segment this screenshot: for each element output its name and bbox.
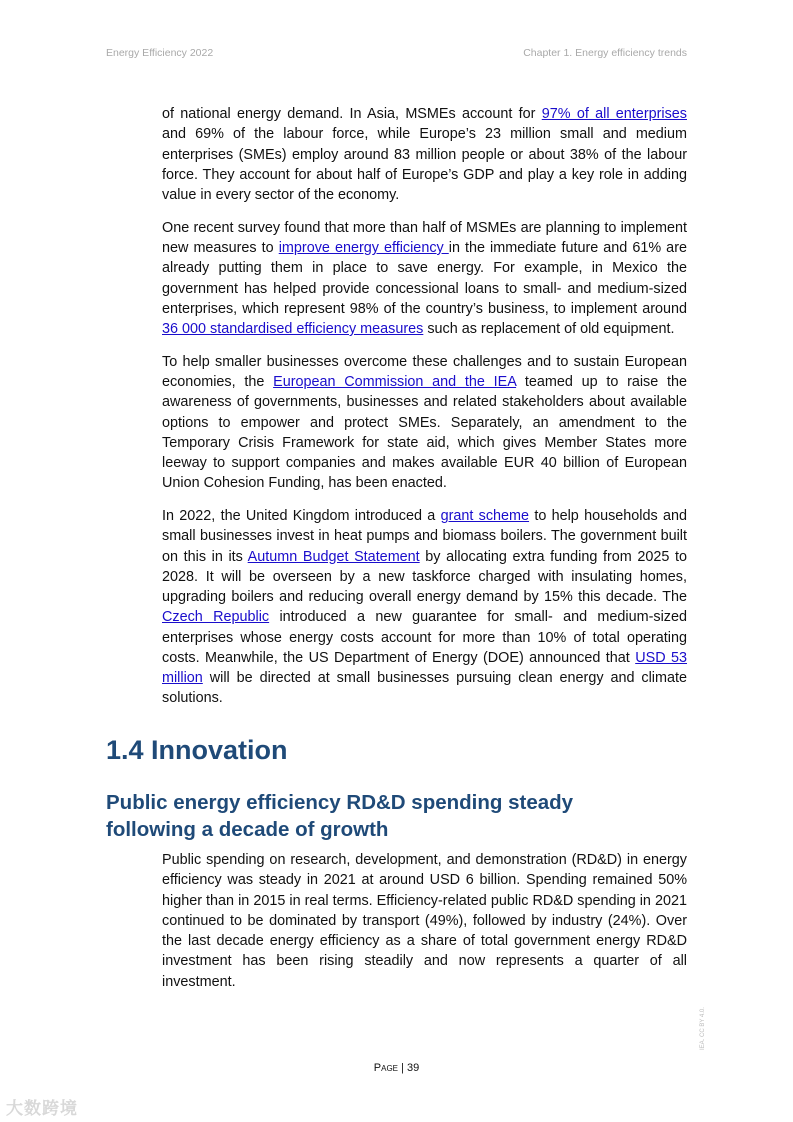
text: such as replacement of old equipment.	[423, 321, 675, 337]
paragraph-uk-grants	[162, 506, 687, 709]
paragraph-survey	[162, 218, 687, 340]
text: by allocating extra funding from 2025 to 2028. It will be overseen by a new taskforce charged with insulating homes, upgrading boilers and reducing overall energy demand by 15% this decade. The	[162, 548, 687, 605]
text: and 69% of the labour force, while Europe’s 23 million small and medium enterprises (SMEs) employ around 83 million people or about 38% of the labour force. They account for about half of Europe’s GDP and play a key role in adding value in every sector of the economy.	[162, 126, 687, 203]
license-notice: IEA. CC BY 4.0.	[700, 1007, 706, 1050]
text: of national energy demand. In Asia, MSMEs account for	[162, 106, 542, 122]
body-text-lower	[162, 850, 687, 1004]
watermark-logo: 大数跨境	[6, 1099, 78, 1118]
paragraph-rdd-spending: Public spending on research, development, and demonstration (RD&D) in energy efficiency was steady in 2021 at around USD 6 billion. Spending remained 50% higher than in 2015 in real terms. Efficiency-related public RD&D spending in 2021 continued to be dominated by transport (49%), followed by industry (24%). Over the last decade energy efficiency as a share of total government energy RD&D investment has been rising steadily and now represents a quarter of all investment.	[162, 852, 687, 990]
link-improve-energy-efficiency[interactable]: improve energy efficiency	[278, 240, 449, 256]
body-text-upper	[162, 104, 687, 721]
running-header-title: Energy Efficiency 2022	[106, 47, 214, 59]
link-97-percent-enterprises[interactable]: 97% of all enterprises	[541, 106, 687, 122]
text: To help smaller businesses overcome these challenges and to sustain European economies, the	[162, 353, 687, 390]
text: In 2022, the United Kingdom introduced a	[162, 508, 441, 524]
link-autumn-budget-statement[interactable]: Autumn Budget Statement	[247, 548, 420, 565]
page-separator: |	[398, 1062, 407, 1074]
text: will be directed at small businesses pursuing clean energy and climate solutions.	[162, 670, 687, 707]
page-label: Page	[373, 1062, 398, 1074]
section-heading: 1.4 Innovation	[106, 735, 288, 765]
paragraph-european-support	[162, 352, 687, 494]
subsection-heading: Public energy efficiency RD&D spending steady following a decade of growth	[106, 791, 574, 841]
link-european-commission-iea[interactable]: European Commission and the IEA	[273, 374, 517, 390]
text: teamed up to raise the awareness of governments, businesses and related stakeholders about available options to empower and protect SMEs. Separately, an amendment to the Temporary Crisis Framework for state aid, which gives Member States more leeway to support companies and makes available EUR 40 billion of European Union Cohesion Funding, has been enacted.	[162, 374, 688, 492]
page-number: 39	[406, 1062, 420, 1074]
link-usd-53-million[interactable]: USD 53 million	[162, 649, 687, 686]
running-header-chapter: Chapter 1. Energy efficiency trends	[523, 47, 687, 59]
link-36000-measures[interactable]: 36 000 standardised efficiency measures	[162, 321, 424, 337]
link-czech-republic[interactable]: Czech Republic	[162, 609, 270, 626]
link-grant-scheme[interactable]: grant scheme	[440, 508, 530, 524]
text: introduced a new guarantee for small- and medium-sized enterprises whose energy costs account for more than 10% of total operating costs. Meanwhile, the US Department of Energy (DOE) announced that	[162, 609, 687, 666]
text: One recent survey found that more than half of MSMEs are planning to implement new measures to	[162, 219, 687, 256]
page-footer	[0, 1062, 793, 1074]
text: to help households and small businesses invest in heat pumps and biomass boilers. The government built on this in its	[162, 508, 687, 565]
paragraph-msmes	[162, 104, 687, 205]
text: in the immediate future and 61% are already putting them in place to save energy. For example, in Mexico the government has helped provide concessional loans to small- and medium-sized enterprises, which represent 98% of the country’s business, to implement around	[162, 240, 687, 317]
